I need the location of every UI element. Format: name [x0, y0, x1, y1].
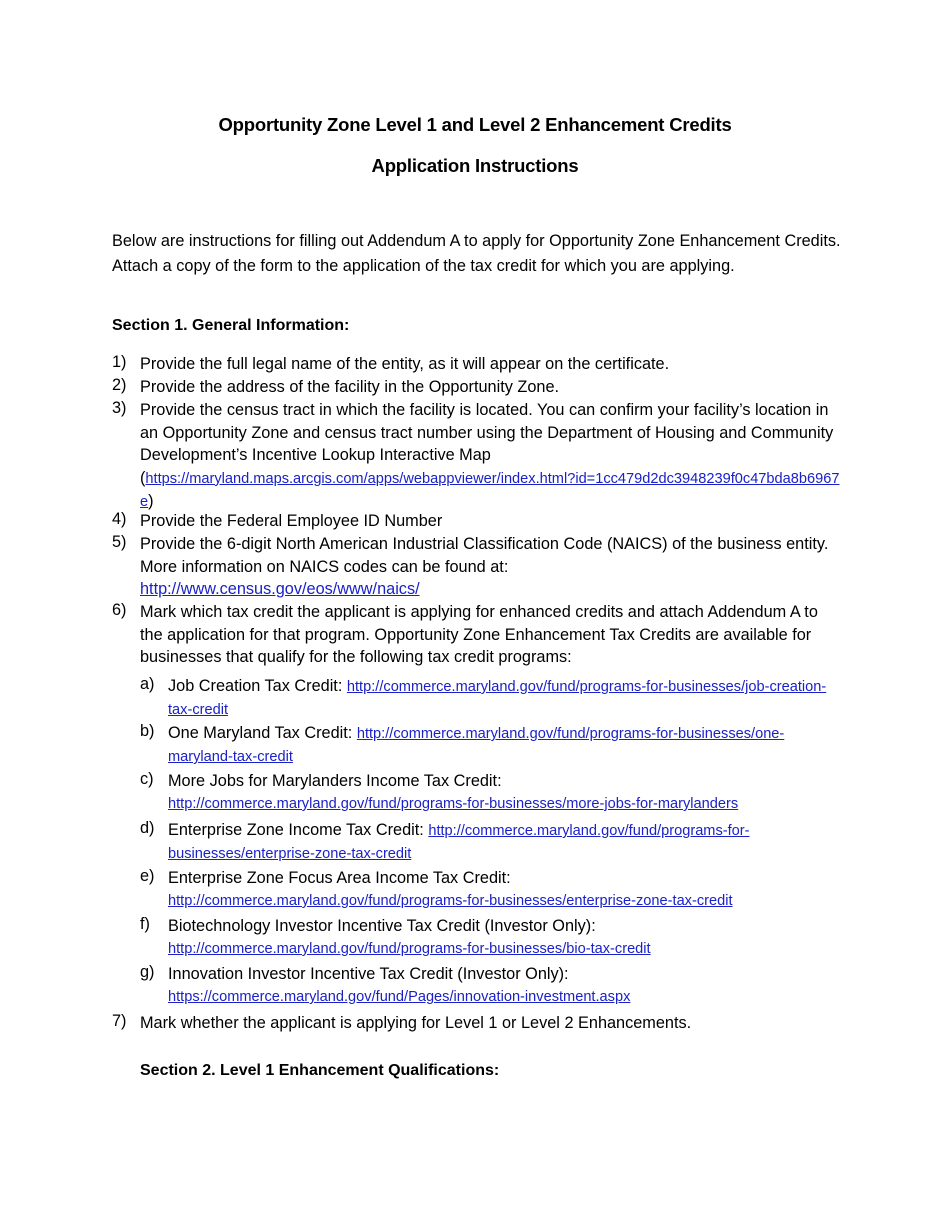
enterprise-zone-link[interactable]: http://commerce.maryland.gov/fund/programs-for-businesses/enterprise-zone-tax-credit — [168, 823, 750, 862]
item-number: 5) — [112, 533, 127, 551]
section1-heading: Section 1. General Information: — [112, 317, 350, 334]
item-text: Provide the census tract in which the facility is located. You can confirm your facility’s location in an Opportunity Zone and census tract number using the Department of Housing and Community Development’s Incentive Lookup Interactive Map — [140, 401, 834, 465]
subitem-label: Job Creation Tax Credit: — [168, 677, 347, 695]
document-subtitle: Application Instructions — [371, 155, 579, 176]
item-number: 4) — [112, 510, 127, 528]
innovation-link[interactable]: https://commerce.maryland.gov/fund/Pages/innovation-investment.aspx — [168, 989, 631, 1005]
one-maryland-link[interactable]: http://commerce.maryland.gov/fund/programs-for-businesses/one-maryland-tax-credit — [168, 726, 785, 765]
list-item-naics — [140, 533, 845, 601]
subitem-letter: g) — [140, 963, 155, 981]
subitem-more-jobs — [168, 770, 838, 815]
list-item-census-tract — [140, 399, 845, 514]
subitem-label: Enterprise Zone Income Tax Credit: — [168, 821, 429, 839]
item-number: 2) — [112, 376, 127, 394]
item-text: Provide the address of the facility in the Opportunity Zone. — [140, 378, 560, 396]
biotech-link[interactable]: http://commerce.maryland.gov/fund/programs-for-businesses/bio-tax-credit — [168, 941, 651, 957]
intro-paragraph: Below are instructions for filling out Addendum A to apply for Opportunity Zone Enhancement Credits. Attach a copy of the form to the application of the tax credit for which you are applying. — [112, 232, 841, 275]
item-text: Mark whether the applicant is applying for Level 1 or Level 2 Enhancements. — [140, 1014, 692, 1032]
more-jobs-link[interactable]: http://commerce.maryland.gov/fund/programs-for-businesses/more-jobs-for-marylanders — [168, 796, 739, 812]
item-number: 6) — [112, 601, 127, 619]
subitem-label: More Jobs for Marylanders Income Tax Credit: — [168, 772, 502, 790]
subitem-letter: c) — [140, 770, 154, 788]
job-creation-link[interactable]: http://commerce.maryland.gov/fund/programs-for-businesses/job-creation-tax-credit — [168, 679, 827, 718]
item-text: Provide the Federal Employee ID Number — [140, 512, 443, 530]
subitem-letter: e) — [140, 867, 155, 885]
subitem-letter: a) — [140, 675, 155, 693]
paren-open: ( — [140, 468, 146, 487]
item-number: 3) — [112, 399, 127, 417]
subitem-label: One Maryland Tax Credit: — [168, 724, 357, 742]
subitem-enterprise-zone — [168, 819, 838, 865]
subitem-enterprise-focus — [168, 867, 838, 912]
naics-link[interactable]: http://www.census.gov/eos/www/naics/ — [140, 580, 420, 599]
subitem-letter: d) — [140, 819, 155, 837]
document-title: Opportunity Zone Level 1 and Level 2 Enhancement Credits — [218, 114, 732, 135]
arcgis-map-link[interactable]: https://maryland.maps.arcgis.com/apps/webappviewer/index.html?id=1cc479d2dc3948239f0c47bda8b6967e — [140, 470, 840, 511]
subitem-one-maryland — [168, 722, 838, 768]
enterprise-focus-link[interactable]: http://commerce.maryland.gov/fund/programs-for-businesses/enterprise-zone-tax-credit — [168, 893, 733, 909]
subitem-biotech — [168, 915, 838, 960]
subitem-label: Biotechnology Investor Incentive Tax Credit (Investor Only): — [168, 917, 596, 935]
item-text: Provide the full legal name of the entity, as it will appear on the certificate. — [140, 355, 670, 373]
subitem-job-creation — [168, 675, 838, 721]
subitem-letter: f) — [140, 915, 150, 933]
subitem-letter: b) — [140, 722, 155, 740]
subitem-label: Innovation Investor Incentive Tax Credit (Investor Only): — [168, 965, 569, 983]
item-number: 7) — [112, 1012, 127, 1030]
item-text: Provide the 6-digit North American Industrial Classification Code (NAICS) of the business entity. More information on NAICS codes can be found at: — [140, 535, 829, 576]
subitem-innovation — [168, 963, 838, 1008]
paren-close: ) — [148, 492, 154, 511]
item-number: 1) — [112, 353, 127, 371]
subitem-label: Enterprise Zone Focus Area Income Tax Credit: — [168, 869, 511, 887]
section2-heading: Section 2. Level 1 Enhancement Qualifications: — [140, 1062, 500, 1079]
item-text: Mark which tax credit the applicant is applying for enhanced credits and attach Addendum A to the application for that program. Opportunity Zone Enhancement Tax Credits are available for businesses that qualify for the following tax credit programs: — [140, 603, 818, 667]
